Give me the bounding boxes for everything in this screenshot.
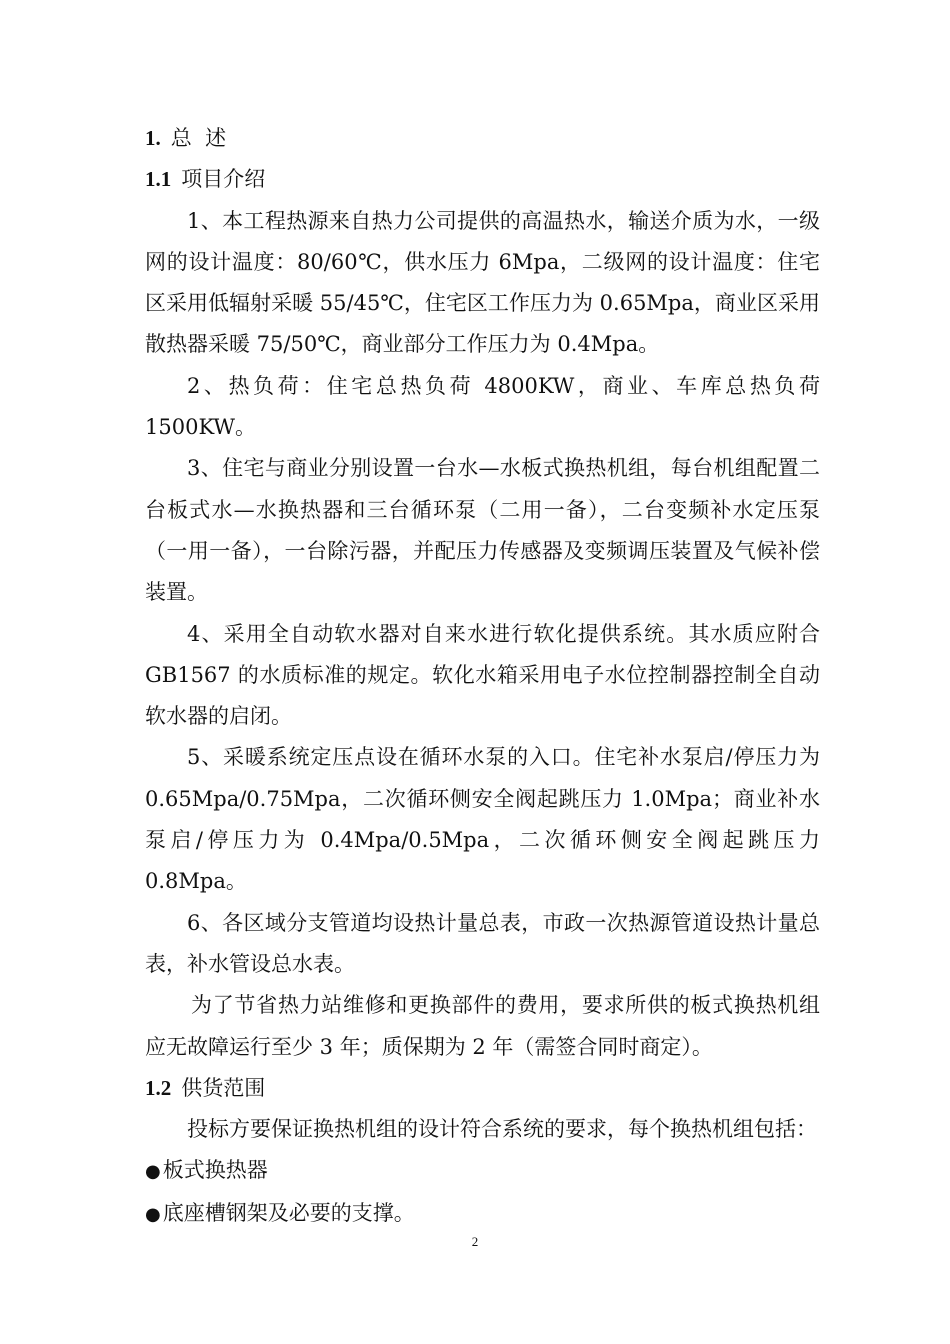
list-item-text: 底座槽钢架及必要的支撑。: [162, 1200, 415, 1225]
page-number: 2: [471, 1234, 479, 1249]
section-1-number: 1.: [145, 126, 161, 150]
section-1-1-heading: [145, 159, 820, 200]
section-1-1-number: 1.1: [145, 167, 172, 192]
section-1-1-title: 项目介绍: [181, 167, 266, 192]
section-1-2-heading: [145, 1068, 820, 1109]
section-1-2-number: 1.2: [145, 1075, 172, 1100]
paragraph-heat-exchanger-units: 3、住宅与商业分别设置一台水—水板式换热机组，每台机组配置二台板式水—水换热器和三台循环泵（二用一备），二台变频补水定压泵（一用一备），一台除污器，并配压力传感器及变频调压装置及气候补偿装置。: [145, 456, 820, 605]
paragraph-heat-source: 1、本工程热源来自热力公司提供的高温热水，输送介质为水，一级网的设计温度：80/60℃，供水压力 6Mpa，二级网的设计温度：住宅区采用低辐射采暖 55/45℃，住宅区工作压力为 0.65Mpa，商业区采用散热器采暖 75/50℃，商业部分工作压力为 0.4Mpa。: [145, 208, 820, 357]
paragraph-metering: 6、各区域分支管道均设热计量总表，市政一次热源管道设热计量总表，补水管设总水表。: [145, 910, 820, 976]
list-item: [145, 1193, 820, 1235]
paragraph-water-softener: 4、采用全自动软水器对自来水进行软化提供系统。其水质应附合 GB1567 的水质标准的规定。软化水箱采用电子水位控制器控制全自动软水器的启闭。: [145, 621, 820, 729]
paragraph-pressure-settings: 5、采暖系统定压点设在循环水泵的入口。住宅补水泵启/停压力为 0.65Mpa/0.75Mpa，二次循环侧安全阀起跳压力 1.0Mpa；商业补水泵启/停压力为 0.4Mpa/0.5Mpa，二次循环侧安全阀起跳压力 0.8Mpa。: [145, 745, 820, 894]
paragraph-heat-load: 2、热负荷：住宅总热负荷 4800KW，商业、车库总热负荷 1500KW。: [145, 373, 820, 440]
paragraph-supply-scope-intro: 投标方要保证换热机组的设计符合系统的要求，每个换热机组包括：: [187, 1117, 817, 1142]
list-item: [145, 1150, 820, 1192]
section-1-heading: [145, 118, 820, 159]
list-item-text: 板式换热器: [162, 1158, 268, 1183]
bullet-icon: ●: [145, 1203, 161, 1225]
section-1-2-title: 供货范围: [181, 1075, 266, 1100]
bullet-icon: ●: [145, 1161, 161, 1183]
section-1-title: 总 述: [170, 126, 227, 150]
paragraph-warranty: 为了节省热力站维修和更换部件的费用，要求所供的板式换热机组应无故障运行至少 3 年；质保期为 2 年（需签合同时商定）。: [145, 993, 820, 1059]
document-body: [145, 118, 820, 1235]
